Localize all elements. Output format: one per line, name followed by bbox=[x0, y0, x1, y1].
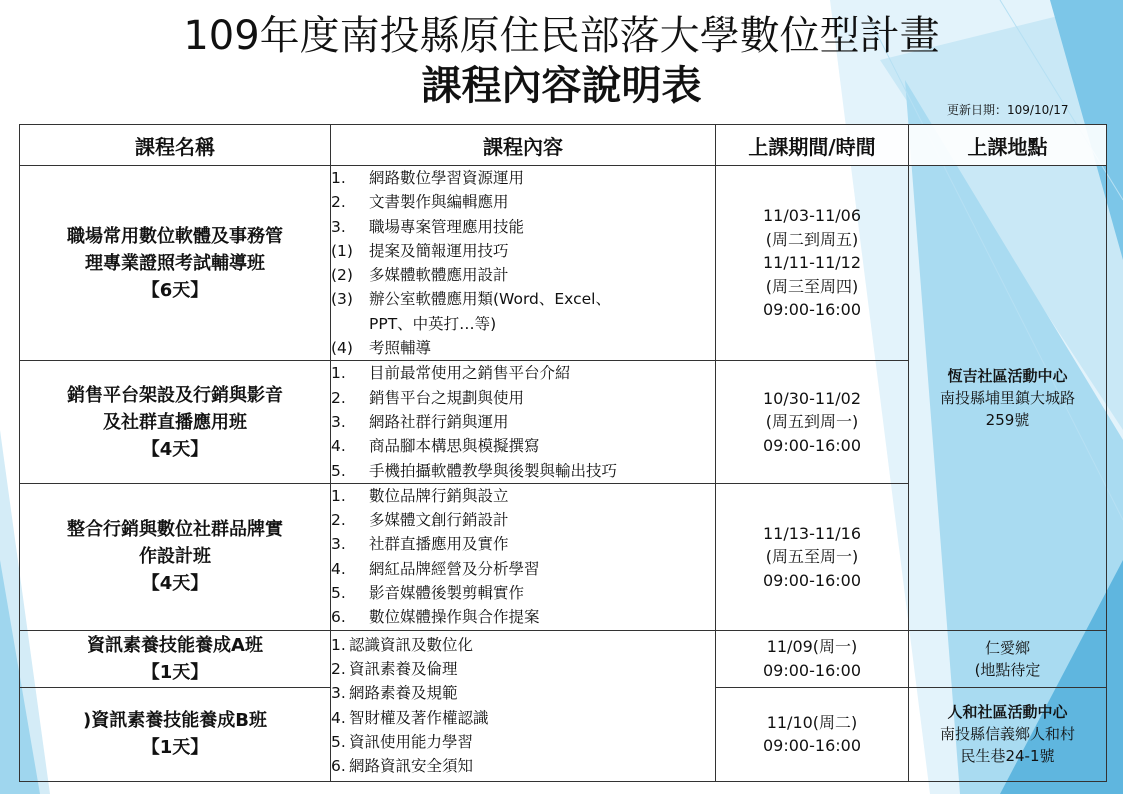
table-header-row bbox=[20, 125, 1107, 166]
item-text: 網路資訊安全須知 bbox=[349, 757, 474, 776]
page-title: 109年度南投縣原住民部落大學數位型計畫 bbox=[183, 13, 940, 59]
content-item bbox=[331, 633, 715, 657]
item-text: 網路社群行銷與運用 bbox=[369, 412, 509, 431]
content-item bbox=[331, 166, 715, 190]
course-name-line: 理專業證照考試輔導班 bbox=[85, 252, 265, 274]
period-cell bbox=[716, 483, 909, 630]
course-name-cell bbox=[20, 361, 331, 483]
item-text: 目前最常使用之銷售平台介紹 bbox=[369, 364, 571, 383]
period-line: 09:00-16:00 bbox=[763, 736, 861, 756]
item-number: (3) bbox=[331, 290, 353, 309]
location-address: 南投縣信義鄉人和村 bbox=[939, 725, 1075, 744]
course-name-cell bbox=[20, 687, 331, 781]
period-line: 11/03-11/06 bbox=[763, 206, 861, 226]
item-text: 文書製作與編輯應用 bbox=[369, 193, 509, 212]
content-item bbox=[331, 361, 715, 385]
content-item bbox=[331, 263, 715, 287]
course-name-line: 整合行銷與數位社群品牌實 bbox=[67, 519, 283, 541]
content-item bbox=[331, 215, 715, 239]
item-number: 5. bbox=[331, 461, 346, 480]
content-item bbox=[331, 484, 715, 508]
item-number: 6. bbox=[331, 608, 346, 627]
course-name-line: 資訊素養技能養成A班 bbox=[87, 634, 263, 656]
period-line: 10/30-11/02 bbox=[763, 388, 861, 408]
content-item bbox=[331, 287, 715, 311]
item-number: 4. bbox=[331, 559, 346, 578]
content-item bbox=[331, 657, 715, 681]
period-line: 09:00-16:00 bbox=[763, 435, 861, 455]
location-name: 人和社區活動中心 bbox=[947, 703, 1068, 722]
item-number: 6. bbox=[331, 757, 346, 776]
item-text: 多媒體軟體應用設計 bbox=[369, 266, 509, 285]
item-text: 數位媒體操作與合作提案 bbox=[369, 608, 540, 627]
header-course-content: 課程內容 bbox=[331, 125, 716, 166]
period-cell bbox=[716, 166, 909, 361]
course-duration: 【6天】 bbox=[141, 279, 209, 301]
course-name-cell bbox=[20, 166, 331, 361]
item-text: 認識資訊及數位化 bbox=[349, 635, 474, 654]
item-number bbox=[331, 312, 369, 336]
item-number: 3. bbox=[331, 684, 346, 703]
item-number: 1. bbox=[331, 169, 346, 187]
location-cell-hengji bbox=[909, 166, 1107, 631]
period-cell bbox=[716, 361, 909, 483]
content-item bbox=[331, 434, 715, 458]
item-text: 網路數位學習資源運用 bbox=[369, 169, 525, 187]
content-item bbox=[331, 557, 715, 581]
course-content-cell bbox=[331, 166, 716, 361]
item-text: 考照輔導 bbox=[369, 339, 432, 358]
item-text: 影音媒體後製剪輯實作 bbox=[369, 584, 525, 603]
period-line: 11/09(周一) bbox=[766, 637, 858, 657]
item-text: 網紅品牌經營及分析學習 bbox=[369, 559, 540, 578]
item-number: (4) bbox=[331, 339, 353, 358]
course-table bbox=[19, 124, 1107, 782]
location-cell-renai bbox=[909, 630, 1107, 687]
period-line: 11/13-11/16 bbox=[763, 523, 861, 543]
item-text: 商品腳本構思與模擬撰寫 bbox=[369, 437, 540, 456]
item-number: 1. bbox=[331, 635, 346, 654]
content-item bbox=[331, 312, 715, 336]
header-period: 上課期間/時間 bbox=[716, 125, 909, 166]
item-text: 資訊使用能力學習 bbox=[349, 732, 474, 751]
course-name-line: )資訊素養技能養成B班 bbox=[83, 710, 267, 732]
header-location: 上課地點 bbox=[909, 125, 1107, 166]
item-text: 提案及簡報運用技巧 bbox=[369, 241, 509, 260]
period-line: 09:00-16:00 bbox=[763, 660, 861, 680]
item-number: 1. bbox=[331, 364, 346, 383]
item-number: 3. bbox=[331, 412, 346, 431]
update-date: 更新日期：109/10/17 bbox=[947, 103, 1069, 117]
page-subtitle: 課程內容說明表 bbox=[421, 63, 702, 109]
header-course-name: 課程名稱 bbox=[20, 125, 331, 166]
course-name-line: 及社群直播應用班 bbox=[103, 411, 247, 433]
location-name: 恆吉社區活動中心 bbox=[947, 366, 1068, 385]
item-text: 手機拍攝軟體教學與後製與輸出技巧 bbox=[369, 461, 618, 480]
course-name-cell bbox=[20, 483, 331, 630]
content-item bbox=[331, 239, 715, 263]
content-item bbox=[331, 730, 715, 754]
item-text: 數位品牌行銷與設立 bbox=[369, 486, 509, 505]
item-number: 1. bbox=[331, 486, 346, 505]
content-item bbox=[331, 581, 715, 605]
item-text: 智財權及著作權認識 bbox=[349, 708, 489, 727]
item-number: (2) bbox=[331, 266, 353, 285]
item-number: 2. bbox=[331, 511, 346, 530]
item-number: 3. bbox=[331, 535, 346, 554]
content-item bbox=[331, 336, 715, 360]
content-item bbox=[331, 605, 715, 629]
course-duration: 【1天】 bbox=[141, 661, 209, 683]
course-content-cell bbox=[331, 483, 716, 630]
course-content-cell bbox=[331, 361, 716, 483]
location-cell-renhe bbox=[909, 687, 1107, 781]
content-item bbox=[331, 681, 715, 705]
period-line: (周五到周一) bbox=[765, 412, 859, 432]
item-text: 辦公室軟體應用類(Word、Excel、 bbox=[369, 290, 611, 309]
content-item bbox=[331, 706, 715, 730]
content-item bbox=[331, 190, 715, 214]
course-duration: 【4天】 bbox=[141, 573, 209, 595]
period-line: 09:00-16:00 bbox=[763, 570, 861, 590]
item-text: 網路素養及規範 bbox=[349, 684, 458, 703]
item-number: 3. bbox=[331, 217, 346, 236]
period-line: (周三至周四) bbox=[765, 276, 859, 296]
content-item bbox=[331, 386, 715, 410]
course-name-cell bbox=[20, 630, 331, 687]
course-duration: 【1天】 bbox=[141, 737, 209, 759]
period-line: (周二到周五) bbox=[765, 229, 859, 249]
item-number: 2. bbox=[331, 193, 346, 212]
table-row bbox=[20, 630, 1107, 687]
content-item bbox=[331, 459, 715, 483]
content-item bbox=[331, 508, 715, 532]
content-item bbox=[331, 532, 715, 556]
item-number: 5. bbox=[331, 584, 346, 603]
course-duration: 【4天】 bbox=[141, 438, 209, 460]
item-text: 職場專案管理應用技能 bbox=[369, 217, 525, 236]
item-text: 多媒體文創行銷設計 bbox=[369, 511, 509, 530]
item-number: 2. bbox=[331, 388, 346, 407]
content-item bbox=[331, 754, 715, 778]
item-number: 2. bbox=[331, 660, 346, 679]
item-text: PPT、中英打…等) bbox=[369, 314, 497, 333]
course-name-line: 職場常用數位軟體及事務管 bbox=[67, 225, 283, 247]
item-number: 5. bbox=[331, 732, 346, 751]
location-address: 南投縣埔里鎮大城路 bbox=[939, 388, 1075, 407]
item-number: (1) bbox=[331, 241, 353, 260]
period-cell bbox=[716, 630, 909, 687]
item-number: 4. bbox=[331, 708, 346, 727]
location-name: 仁愛鄉 bbox=[984, 638, 1030, 657]
course-name-line: 銷售平台架設及行銷與影音 bbox=[67, 384, 283, 406]
location-address: 民生巷24-1號 bbox=[960, 747, 1055, 766]
item-text: 銷售平台之規劃與使用 bbox=[369, 388, 525, 407]
period-line: 11/11-11/12 bbox=[763, 253, 861, 273]
period-line: 11/10(周二) bbox=[766, 712, 858, 732]
location-address: (地點待定 bbox=[974, 660, 1041, 679]
course-name-line: 作設計班 bbox=[139, 546, 211, 568]
content-item bbox=[331, 410, 715, 434]
period-line: (周五至周一) bbox=[765, 547, 859, 566]
location-address: 259號 bbox=[985, 410, 1030, 429]
course-content-cell-shared bbox=[331, 630, 716, 781]
item-number: 4. bbox=[331, 437, 346, 456]
table-row bbox=[20, 166, 1107, 361]
period-line: 09:00-16:00 bbox=[763, 300, 861, 320]
item-text: 資訊素養及倫理 bbox=[349, 660, 458, 679]
item-text: 社群直播應用及實作 bbox=[369, 535, 509, 554]
period-cell bbox=[716, 687, 909, 781]
